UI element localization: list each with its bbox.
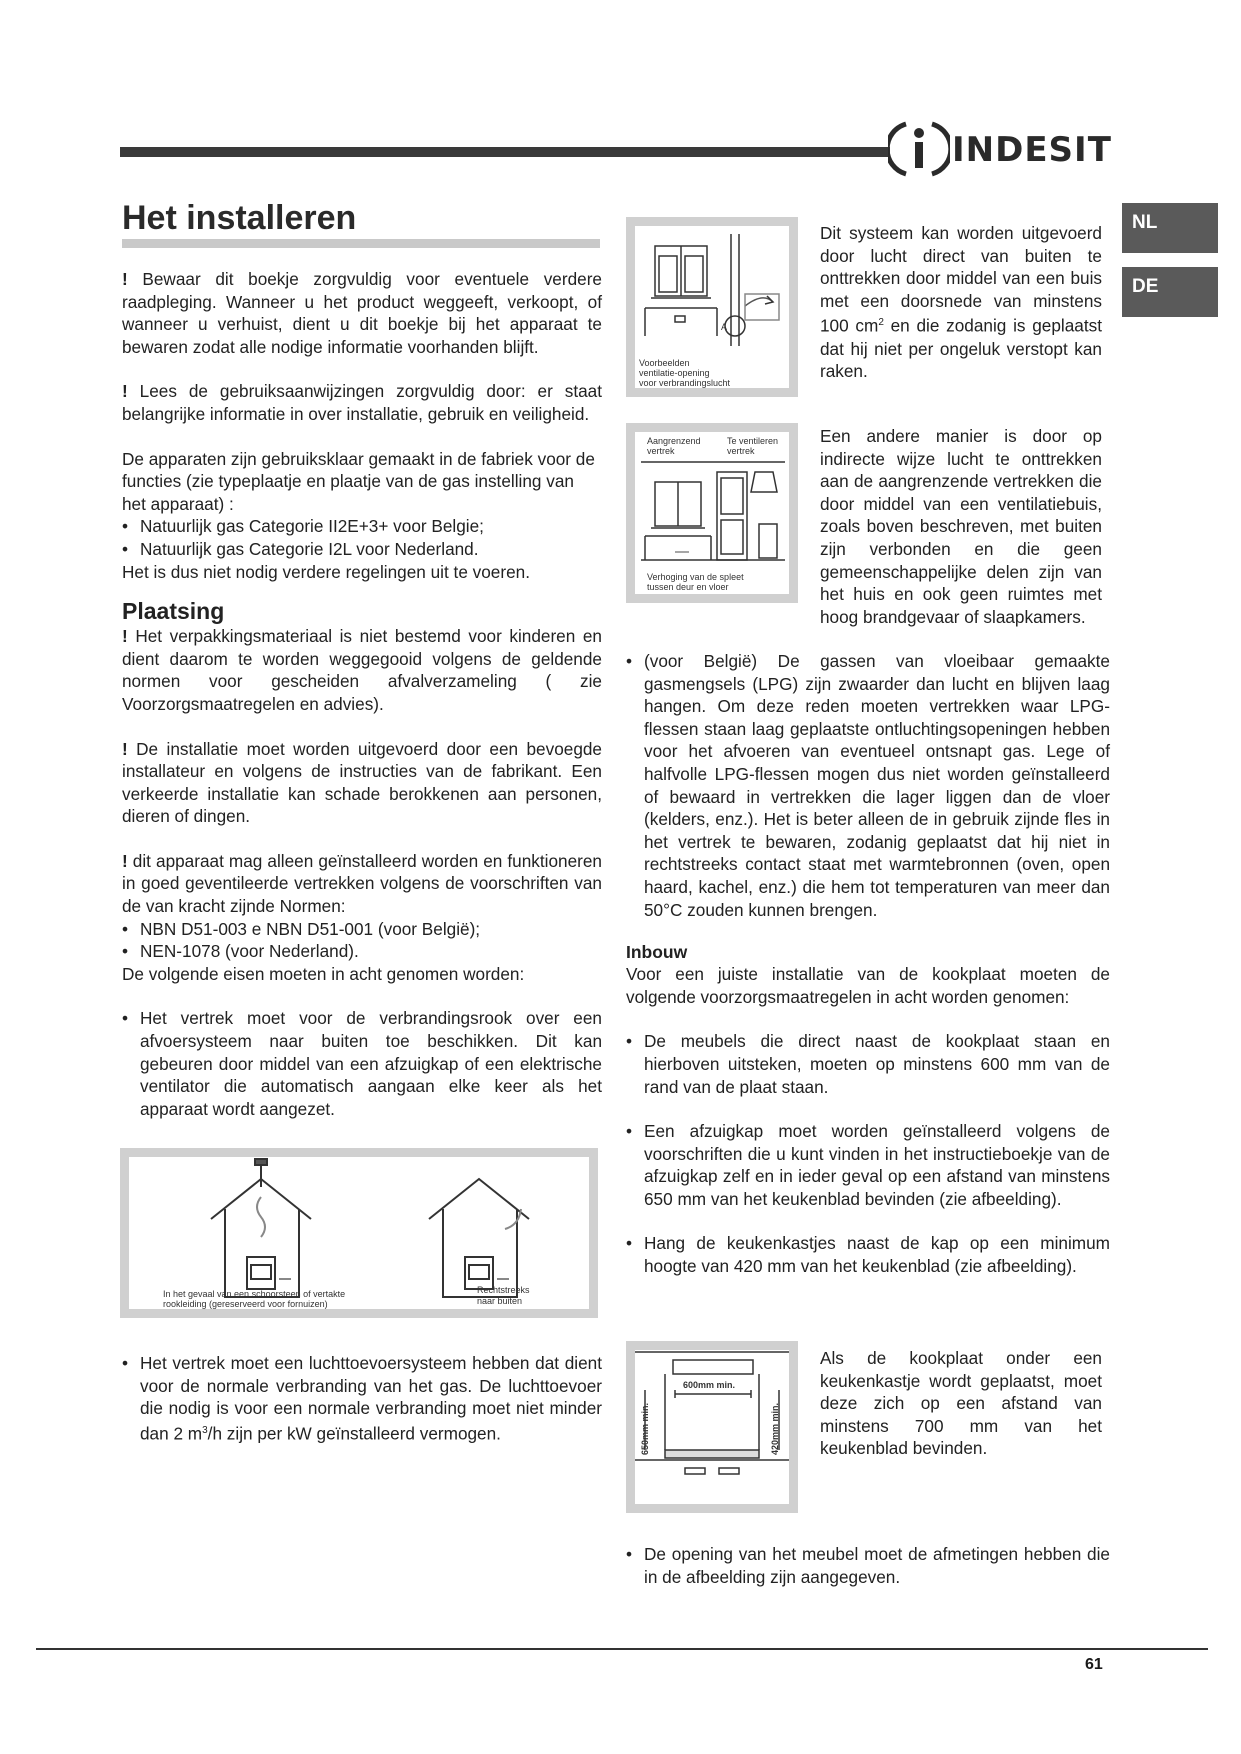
figure-label-420: 420mm min. xyxy=(770,1402,780,1455)
list-item: • Hang de keukenkastjes naast de kap op een minimum hoogte van 420 mm van het keukenblad (zie afbeelding). xyxy=(626,1232,1110,1277)
text-andere-manier: Een andere manier is door op indirecte wijze lucht te onttrekken aan de aangrenzende vertrekken die door middel van een ventilatiebuis, zoals boven beschreven, met buiten zijn verbonden en die geen gemeenschappelijke delen zijn van het huis en ook geen ruimtes met hoog brandgevaar of slaapkamers. xyxy=(820,426,1102,627)
paragraph-bewaar: ! Bewaar dit boekje zorgvuldig voor eventuele verdere raadpleging. Wanneer u het product weggeeft, verkoopt, of wanneer u verhuist, dient u dit boekje bij het apparaat te bewaren zodat alle nodige informatie voorhanden blijft. xyxy=(122,269,602,357)
figure-caption-verhoging: Verhoging van de spleet xyxy=(647,572,744,582)
list-item: • NEN-1078 (voor Nederland). xyxy=(122,940,602,963)
lang-tab-nl[interactable]: NL xyxy=(1122,203,1218,253)
right-column xyxy=(626,650,1110,1278)
figure-caption-ventilatie: ventilatie-opening xyxy=(639,368,710,378)
footer-rule xyxy=(36,1648,1208,1650)
figure-aangrenzend-vertrek xyxy=(626,423,798,603)
list-item: • Natuurlijk gas Categorie I2L voor Nederland. xyxy=(122,538,602,561)
paragraph-normen: ! dit apparaat mag alleen geïnstalleerd worden en funktioneren in goed geventileerde vertrekken volgens de voorschriften van de van kracht zijnde Normen: • NBN D51-003 e NBN D51-001 (voor België); • NEN-1078 (voor Nederland). De volgende eisen moeten in acht genomen worden: xyxy=(122,850,602,986)
list-item: • De meubels die direct naast de kookplaat staan en hierboven uitsteken, moeten op minstens 600 mm van de rand van de plaat staan. xyxy=(626,1030,1110,1098)
lang-tab-de[interactable]: DE xyxy=(1122,267,1218,317)
paragraph-installatie: ! De installatie moet worden uitgevoerd door een bevoegde installateur en volgens de instructies van de fabrikant. Een verkeerde installatie kan schade berokkenen aan personen, dieren of dingen. xyxy=(122,738,602,827)
figure-label-a: A xyxy=(721,322,728,332)
figure-ventilatie-opening xyxy=(626,217,798,397)
bullet-lucht-block xyxy=(122,1352,602,1445)
list-item: • (voor België) De gassen van vloeibaar gemaakte gasmengsels (LPG) zijn zwaarder dan lucht en blijven laag hangen. Om deze reden moeten vertrekken waar LPG-flessen staan laag geplaatste ontluchtingsopeningen hebben voor het afvoeren van eventueel ontsnapt gas. Lege of halfvolle LPG-flessen mogen dus niet worden geïnstalleerd of bewaard in vertrekken die lager liggen dan de vloer (kelders, enz.). Het is beter alleen de in gebruik zijnde fles in het vertrek te bewaren, zodanig geplaatst dat hij niet in rechtstreeks contact staat met warmtebronnen (oven, open haard, kachel, enz.) die hem tot temperaturen van meer dan 50°C zouden kunnen brengen. xyxy=(626,650,1110,921)
paragraph-gebruiksklaar: De apparaten zijn gebruiksklaar gemaakt in de fabriek voor de functies (zie typeplaatje en plaatje van de gas instelling van het apparaat) : • Natuurlijk gas Categorie II2E+3+ voor Belgie; • Natuurlijk gas Categorie I2L voor Nederland. Het is dus niet nodig verdere regelingen uit te voeren. xyxy=(122,448,602,584)
list-item: • Het vertrek moet voor de verbrandingsrook over een afvoersysteem naar buiten toe beschikken. Dit kan gebeuren door middel van een afzuigkap of een elektrische ventilator die automatisch aangaan elke keer als het apparaat wordt aangezet. xyxy=(122,1007,602,1120)
bullet-rook xyxy=(122,1007,602,1120)
figure-label-600: 600mm min. xyxy=(683,1380,736,1390)
page-number: 61 xyxy=(1085,1656,1103,1673)
paragraph-inbouw-intro: Voor een juiste installatie van de kookplaat moeten de volgende voorzorgsmaatregelen in acht worden genomen: xyxy=(626,964,1110,1007)
section-title-plaatsing: Plaatsing xyxy=(122,598,225,625)
figure-ventilation-houses xyxy=(120,1148,598,1318)
figure-caption-aangrenzend: Aangrenzend xyxy=(647,436,701,446)
figure-caption-voorbeelden: Voorbeelden xyxy=(639,358,690,368)
paragraph-verpakking: ! Het verpakkingsmateriaal is niet bestemd voor kinderen en dient daarom te worden weggegooid volgens de geldende normen voor gescheiden afvalverzameling ( zie Voorzorgsmaatregelen en advies). xyxy=(122,626,602,714)
bullet-opening-block xyxy=(626,1543,1110,1588)
figure-caption-vertrek-1: vertrek xyxy=(647,446,675,456)
list-item: • De opening van het meubel moet de afmetingen hebben die in de afbeelding zijn aangegeven. xyxy=(626,1543,1110,1588)
figure-label-650: 650mm min. xyxy=(640,1402,650,1455)
figure-caption-rechtstreeks-1: Rechtstreeks xyxy=(477,1285,530,1295)
paragraph-lees: ! Lees de gebruiksaanwijzingen zorgvuldig door: er staat belangrijke informatie in over installatie, gebruik en veiligheid. xyxy=(122,381,602,424)
figure-caption-rechtstreeks-2: naar buiten xyxy=(477,1296,523,1306)
brand-logo xyxy=(888,118,1113,180)
text-kookplaat-onder-kastje: Als de kookplaat onder een keukenkastje wordt geplaatst, moet deze zich op een afstand van minstens 700 mm van het keukenblad bevinden. xyxy=(820,1348,1102,1459)
brand-name: INDESIT xyxy=(952,130,1112,170)
figure-caption-spleet: tussen deur en vloer xyxy=(647,582,729,592)
section-title-inbouw: Inbouw xyxy=(626,942,688,963)
figure-caption-schoorsteen: In het gevaal van een schoorsteen of vertakte rookleiding (gereserveerd voor fornuizen) xyxy=(163,1289,346,1309)
figure-caption-vertrek-2: vertrek xyxy=(727,446,755,456)
figure-caption-verbrandingslucht: voor verbrandingslucht xyxy=(639,378,731,388)
figure-kookplaat-afstand xyxy=(626,1341,798,1513)
adjacent-room-illustration xyxy=(635,432,789,594)
indesit-logo-icon xyxy=(888,118,950,180)
list-item: • Natuurlijk gas Categorie II2E+3+ voor Belgie; xyxy=(122,515,602,538)
page-title: Het installeren xyxy=(122,198,600,248)
kitchen-clearance-illustration xyxy=(635,1350,789,1504)
list-item: • Een afzuigkap moet worden geïnstalleerd volgens de voorschriften die u kunt vinden in het instructieboekje van de afzuigkap zelf en in ieder geval op een afstand van minstens 650 mm van het keukenblad bevinden (zie afbeelding). xyxy=(626,1120,1110,1210)
figure-caption-te-ventileren: Te ventileren xyxy=(727,436,779,446)
list-item: • NBN D51-003 e NBN D51-001 (voor België); xyxy=(122,918,602,941)
left-column xyxy=(122,198,602,1120)
text-systeem: Dit systeem kan worden uitgevoerd door lucht direct van buiten te onttrekken door middel van een buis met een doorsnede van minstens 100 $cm^2$ en die zodanig is geplaatst dat hij niet per ongeluk verstopt kan raken. xyxy=(820,223,1102,382)
header-rule xyxy=(120,147,890,157)
list-item: • Het vertrek moet een luchttoevoersysteem hebben dat dient voor de normale verbranding van het gas. De luchttoevoer die nodig is voor een normale verbranding moet niet minder dan 2 $m^3/h$ zijn per kW geïnstalleerd vermogen. xyxy=(122,1352,602,1445)
